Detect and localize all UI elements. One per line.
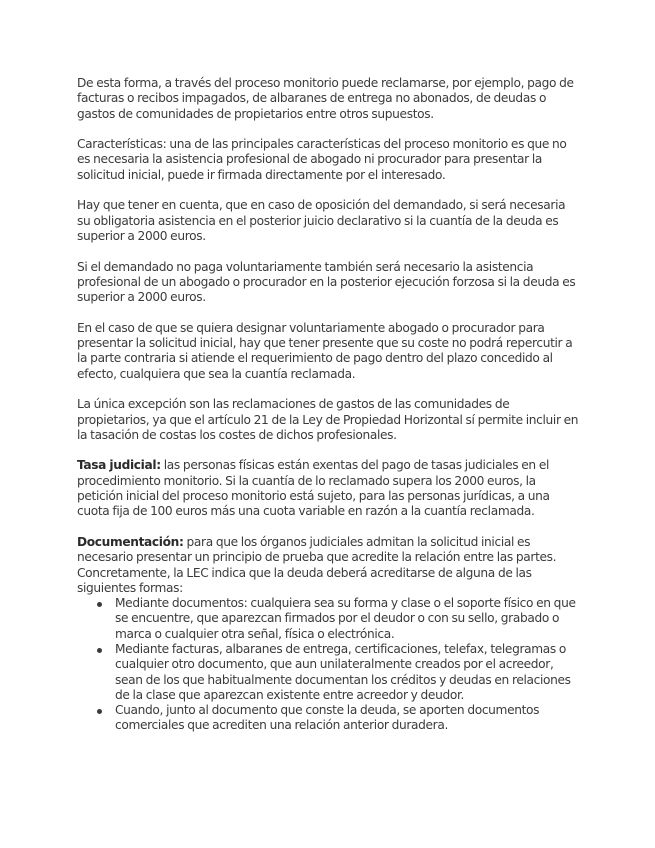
- list-item: [77, 642, 580, 703]
- paragraph-documentacion: [77, 535, 580, 596]
- paragraph-ejecucion-forzosa: Si el demandado no paga voluntariamente también será necesario la asistencia profesional de un abogado o procurador en la posterior ejecución forzosa si la deuda es superior a 2000 euros.: [77, 259, 576, 305]
- document-page: [77, 76, 580, 734]
- list-item: [77, 703, 580, 734]
- tasa-judicial-text: las personas físicas están exentas del pago de tasas judiciales en el procedimiento monitorio. Si la cuantía de lo reclamado supera los 2000 euros, la petición inicial del proceso monitorio está sujeto, para las personas jurídicas, a una cuota fija de 100 euros más una cuota variable en razón a la cuantía reclamada.: [77, 458, 550, 519]
- paragraph-designacion-voluntaria: En el caso de que se quiera designar voluntariamente abogado o procurador para presentar la solicitud inicial, hay que tener presente que su coste no podrá repercutir a la parte contraria si atiende el requerimiento de pago dentro del plazo concedido al efecto, cualquiera que sea la cuantía reclamada.: [77, 320, 573, 381]
- list-item-text: Mediante documentos: cualquiera sea su forma y clase o el soporte físico en que se encuentre, que aparezcan firmados por el deudor o con su sello, grabado o marca o cualquier otra señal, física o electrónica.: [115, 596, 576, 641]
- documentacion-label: Documentación:: [77, 534, 184, 549]
- bullet-icon: [97, 648, 102, 653]
- list-item-text: Cuando, junto al documento que conste la deuda, se aporten documentos comerciales que acrediten una relación anterior duradera.: [115, 703, 540, 733]
- list-item-text: Mediante facturas, albaranes de entrega, certificaciones, telefax, telegramas o cualquier otro documento, que aun unilateralmente creados por el acreedor, sean de los que habitualmente documentan los créditos y deudas en relaciones de la clase que aparezcan existente entre acreedor y deudor.: [115, 641, 571, 702]
- paragraph-ejemplos: De esta forma, a través del proceso monitorio puede reclamarse, por ejemplo, pago de facturas o recibos impagados, de albaranes de entrega no abonados, de deudas o gastos de comunidades de propietarios entre otros supuestos.: [77, 76, 574, 121]
- list-item: [77, 596, 580, 642]
- paragraph-excepcion: La única excepción son las reclamaciones de gastos de las comunidades de propietarios, ya que el artículo 21 de la Ley de Propiedad Horizontal sí permite incluir en la tasación de costas los costes de dichos profesionales.: [77, 397, 579, 442]
- bullet-icon: [97, 602, 102, 607]
- paragraph-tasa-judicial: [77, 458, 580, 519]
- bullet-icon: [97, 709, 102, 714]
- paragraph-oposicion: Hay que tener en cuenta, que en caso de oposición del demandado, si será necesaria su obligatoria asistencia en el posterior juicio declarativo si la cuantía de la deuda es superior a 2000 euros.: [77, 198, 566, 243]
- documentacion-list: [77, 596, 580, 734]
- paragraph-caracteristicas: Características: una de las principales características del proceso monitorio es que no es necesaria la asistencia profesional de abogado ni procurador para presentar la solicitud inicial, puede ir firmada directamente por el interesado.: [77, 137, 567, 182]
- tasa-judicial-label: Tasa judicial:: [77, 458, 161, 473]
- documentacion-text: para que los órganos judiciales admitan la solicitud inicial es necesario presentar un principio de prueba que acredite la relación entre las partes. Concretamente, la LEC indica que la deuda deberá acreditarse de alguna de las siguientes formas:: [77, 534, 557, 595]
